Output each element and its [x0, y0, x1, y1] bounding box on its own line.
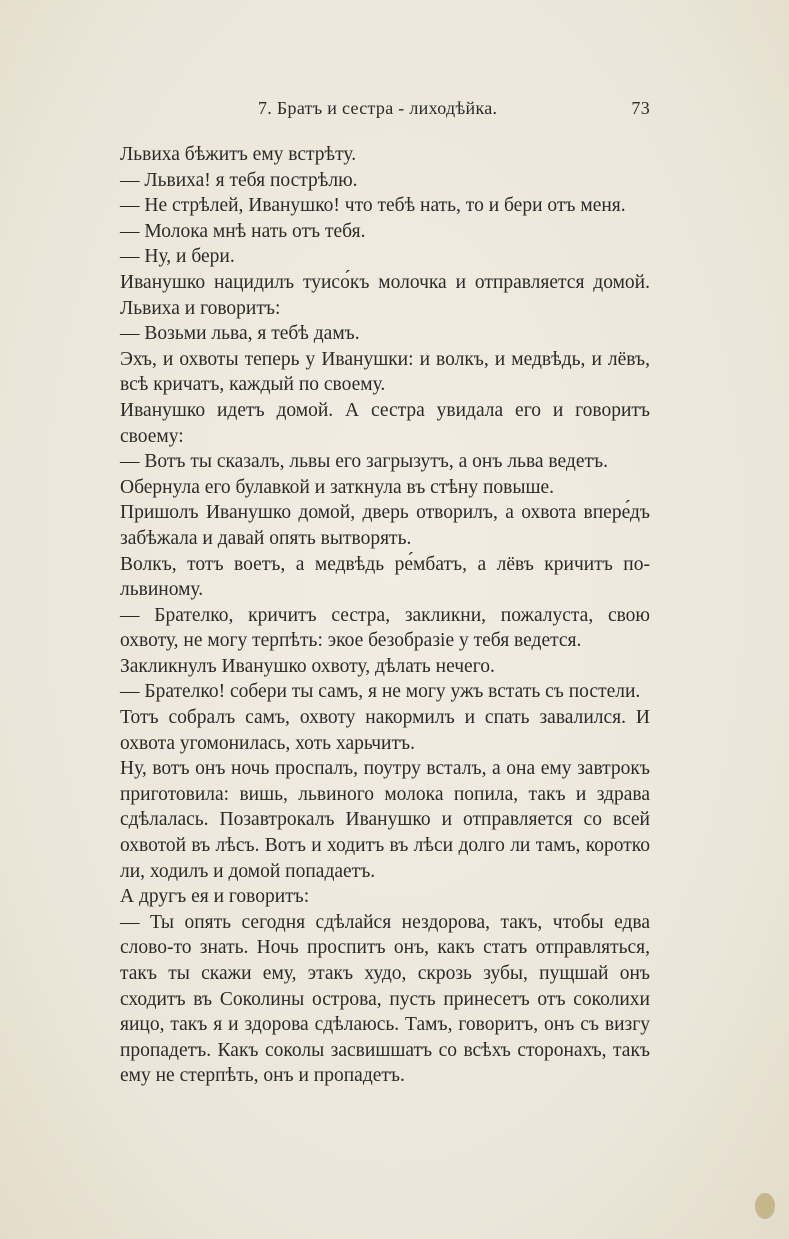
- paragraph: — Ты опять сегодня сдѣлайся нездорова, такъ, чтобы едва слово-то знать. Ночь проспитъ онъ, какъ статъ отправляться, такъ ты скажи ему, этакъ худо, скрозь зубы, пущшай онъ сходитъ въ Соколины острова, пусть принесетъ отъ соколихи яицо, такъ я и здорова сдѣлаюсь. Тамъ, говоритъ, онъ съ визгу пропадетъ. Какъ соколы засвишшатъ со всѣхъ сторонахъ, такъ ему не стерпѣть, онъ и пропадетъ.: [120, 911, 650, 1087]
- paragraph: — Вотъ ты сказалъ, львы его загрызутъ, а онъ льва ведетъ.: [120, 451, 608, 473]
- paragraph: Иванушко идетъ домой. А сестра увидала его и говоритъ своему:: [120, 399, 650, 447]
- paragraph: Волкъ, тотъ воетъ, а медвѣдь ре́мбатъ, а лёвъ кричитъ по-львиному.: [120, 553, 650, 601]
- page-number: 73: [631, 98, 650, 118]
- paragraph: — Брателко, кричитъ сестра, закликни, пожалуста, свою охвоту, не могу терпѣть: экое безобразіе у тебя ведется.: [120, 604, 650, 652]
- paragraph: Эхъ, и охвоты теперь у Иванушки: и волкъ, и медвѣдь, и лёвъ, всѣ кричатъ, каждый по своему.: [120, 348, 650, 396]
- body-text: [120, 142, 650, 1089]
- paragraph: — Брателко! собери ты самъ, я не могу ужъ встать съ постели.: [120, 681, 641, 703]
- paragraph: — Молока мнѣ нать отъ тебя.: [120, 220, 366, 242]
- paragraph: А другъ ея и говоритъ:: [120, 886, 310, 908]
- paragraph: Иванушко нацидилъ туисо́къ молочка и отправляется домой. Львиха и говоритъ:: [120, 271, 650, 319]
- paragraph: Обернула его булавкой и заткнула въ стѣну повыше.: [120, 476, 555, 498]
- paragraph: — Львиха! я тебя пострѣлю.: [120, 169, 358, 191]
- page-header: [120, 98, 650, 128]
- running-title: 7. Братъ и сестра - лиходѣйка.: [258, 98, 498, 118]
- paragraph: Тотъ собралъ самъ, охвоту накормилъ и спать завалился. И охвота угомонилась, хоть харьчитъ.: [120, 707, 650, 754]
- paragraph: — Возьми льва, я тебѣ дамъ.: [120, 323, 360, 345]
- paragraph: Львиха бѣжитъ ему встрѣту.: [120, 144, 357, 165]
- paragraph: — Ну, и бери.: [120, 246, 235, 268]
- paper-stain: [755, 1193, 775, 1219]
- paragraph: Пришолъ Иванушко домой, дверь отворилъ, а охвота впере́дъ забѣжала и давай опять вытворять.: [120, 502, 650, 549]
- paragraph: Ну, вотъ онъ ночь проспалъ, поутру всталъ, а она ему завтрокъ приготовила: вишь, львиного молока попила, такъ и здрава сдѣлалась. Позавтрокалъ Иванушко и отправляется со всей охвотой въ лѣсъ. Вотъ и ходитъ въ лѣси долго ли тамъ, коротко ли, ходилъ и домой попадаетъ.: [120, 758, 650, 882]
- paragraph: Закликнулъ Иванушко охвоту, дѣлать нечего.: [120, 655, 495, 677]
- paragraph: — Не стрѣлей, Иванушко! что тебѣ нать, то и бери отъ меня.: [120, 195, 626, 217]
